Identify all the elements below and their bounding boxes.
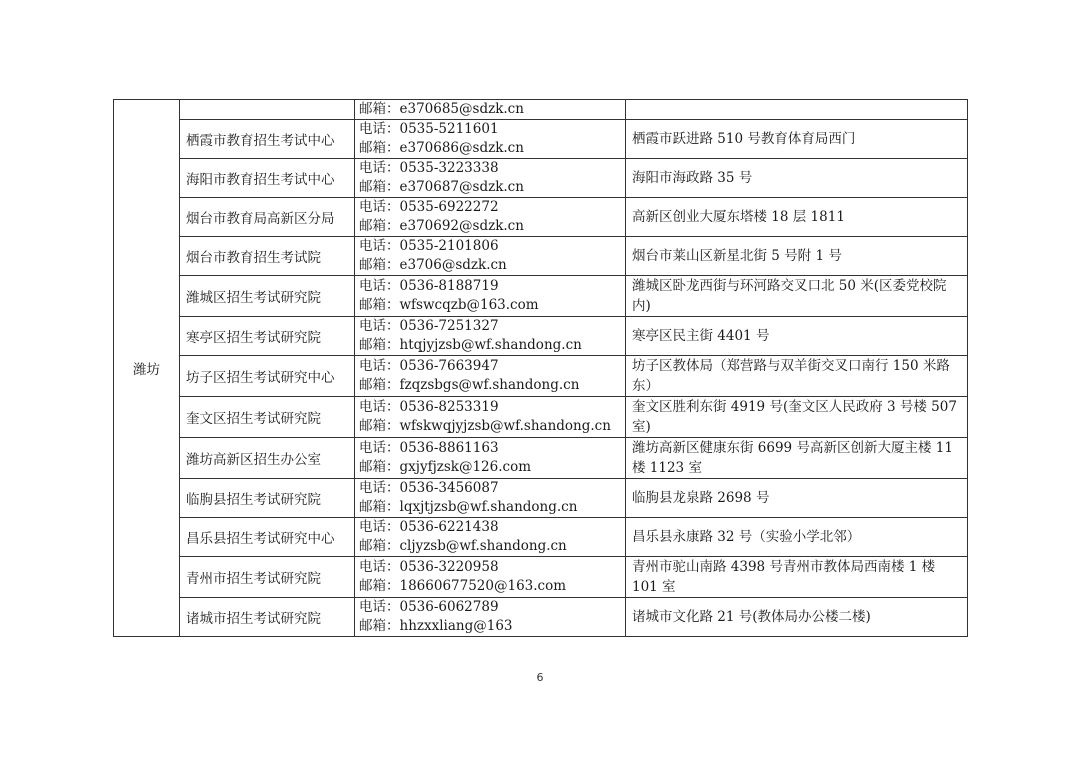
phone-line: 电话：0535-5211601 bbox=[359, 121, 499, 137]
phone-line: 电话：0536-7663947 bbox=[359, 358, 499, 374]
contact-cell bbox=[355, 276, 626, 317]
contact-cell bbox=[355, 557, 626, 598]
contact-cell bbox=[355, 159, 626, 198]
email-line: 邮箱：wfskwqjyjzsb@wf.shandong.cn bbox=[359, 418, 611, 434]
institution-name: 诸城市招生考试研究院 bbox=[180, 598, 355, 637]
institution-name: 烟台市教育招生考试院 bbox=[180, 237, 355, 276]
address-cell: 坊子区教体局（郑营路与双羊街交叉口南行 150 米路东） bbox=[626, 356, 968, 397]
phone-line: 电话：0536-6221438 bbox=[359, 519, 499, 535]
email-line: 邮箱：htqjyjzsb@wf.shandong.cn bbox=[359, 337, 582, 353]
phone-line: 电话：0536-3456087 bbox=[359, 480, 499, 496]
continued-contact-cell bbox=[355, 100, 626, 120]
table-row bbox=[114, 557, 968, 598]
continued-address-cell bbox=[626, 100, 968, 120]
email-line: 邮箱：wfswcqzb@163.com bbox=[359, 297, 539, 313]
contact-cell bbox=[355, 237, 626, 276]
address-cell: 奎文区胜利东街 4919 号(奎文区人民政府 3 号楼 507 室) bbox=[626, 397, 968, 438]
phone-line: 电话：0536-7251327 bbox=[359, 318, 499, 334]
phone-line: 电话：0535-2101806 bbox=[359, 238, 499, 254]
email-line: 邮箱：hhzxxliang@163 bbox=[359, 618, 513, 634]
contact-cell bbox=[355, 198, 626, 237]
address-cell: 潍坊高新区健康东街 6699 号高新区创新大厦主楼 11 楼 1123 室 bbox=[626, 438, 968, 479]
contact-cell bbox=[355, 598, 626, 637]
table-row bbox=[114, 317, 968, 356]
page-number: 6 bbox=[536, 671, 544, 684]
region-label: 潍坊 bbox=[133, 362, 160, 378]
continued-email: 邮箱：e370685@sdzk.cn bbox=[359, 101, 524, 117]
institution-name: 潍城区招生考试研究院 bbox=[180, 276, 355, 317]
contact-cell bbox=[355, 479, 626, 518]
email-line: 邮箱：e370692@sdzk.cn bbox=[359, 218, 524, 234]
phone-line: 电话：0536-8188719 bbox=[359, 278, 499, 294]
continued-name-cell bbox=[180, 100, 355, 120]
phone-line: 电话：0535-3223338 bbox=[359, 160, 499, 176]
email-line: 邮箱：e370686@sdzk.cn bbox=[359, 140, 524, 156]
address-cell: 昌乐县永康路 32 号（实验小学北邻） bbox=[626, 518, 968, 557]
email-line: 邮箱：lqxjtjzsb@wf.shandong.cn bbox=[359, 499, 578, 515]
phone-line: 电话：0536-6062789 bbox=[359, 599, 499, 615]
address-cell: 海阳市海政路 35 号 bbox=[626, 159, 968, 198]
institution-name: 海阳市教育招生考试中心 bbox=[180, 159, 355, 198]
contact-table bbox=[113, 99, 968, 637]
table-row bbox=[114, 397, 968, 438]
phone-line: 电话：0536-8861163 bbox=[359, 440, 499, 456]
email-line: 邮箱：e370687@sdzk.cn bbox=[359, 179, 524, 195]
institution-name: 昌乐县招生考试研究中心 bbox=[180, 518, 355, 557]
institution-name: 寒亭区招生考试研究院 bbox=[180, 317, 355, 356]
contact-cell bbox=[355, 397, 626, 438]
institution-name: 奎文区招生考试研究院 bbox=[180, 397, 355, 438]
table-row bbox=[114, 438, 968, 479]
table-row bbox=[114, 198, 968, 237]
institution-name: 烟台市教育局高新区分局 bbox=[180, 198, 355, 237]
email-line: 邮箱：18660677520@163.com bbox=[359, 578, 567, 594]
phone-line: 电话：0535-6922272 bbox=[359, 199, 499, 215]
institution-name: 临朐县招生考试研究院 bbox=[180, 479, 355, 518]
address-cell: 青州市驼山南路 4398 号青州市教体局西南楼 1 楼 101 室 bbox=[626, 557, 968, 598]
address-cell: 寒亭区民主街 4401 号 bbox=[626, 317, 968, 356]
address-cell: 高新区创业大厦东塔楼 18 层 1811 bbox=[626, 198, 968, 237]
table-row bbox=[114, 120, 968, 159]
contact-cell bbox=[355, 317, 626, 356]
email-line: 邮箱：fzqzsbgs@wf.shandong.cn bbox=[359, 377, 580, 393]
table-row bbox=[114, 356, 968, 397]
institution-name: 潍坊高新区招生办公室 bbox=[180, 438, 355, 479]
table-row bbox=[114, 518, 968, 557]
institution-name: 青州市招生考试研究院 bbox=[180, 557, 355, 598]
region-cell bbox=[114, 100, 180, 637]
address-cell: 栖霞市跃进路 510 号教育体育局西门 bbox=[626, 120, 968, 159]
address-cell: 诸城市文化路 21 号(教体局办公楼二楼) bbox=[626, 598, 968, 637]
table-row bbox=[114, 159, 968, 198]
email-line: 邮箱：e3706@sdzk.cn bbox=[359, 257, 507, 273]
address-cell: 潍城区卧龙西街与环河路交叉口北 50 米(区委党校院内) bbox=[626, 276, 968, 317]
table-row bbox=[114, 479, 968, 518]
table-row bbox=[114, 237, 968, 276]
email-line: 邮箱：cljyzsb@wf.shandong.cn bbox=[359, 538, 567, 554]
table-row bbox=[114, 276, 968, 317]
contact-cell bbox=[355, 518, 626, 557]
institution-name: 坊子区招生考试研究中心 bbox=[180, 356, 355, 397]
address-cell: 烟台市莱山区新星北街 5 号附 1 号 bbox=[626, 237, 968, 276]
phone-line: 电话：0536-3220958 bbox=[359, 559, 499, 575]
address-cell: 临朐县龙泉路 2698 号 bbox=[626, 479, 968, 518]
table-row bbox=[114, 598, 968, 637]
contact-cell bbox=[355, 356, 626, 397]
email-line: 邮箱：gxjyfjzsk@126.com bbox=[359, 459, 532, 475]
phone-line: 电话：0536-8253319 bbox=[359, 399, 499, 415]
contact-cell bbox=[355, 438, 626, 479]
contact-cell bbox=[355, 120, 626, 159]
institution-name: 栖霞市教育招生考试中心 bbox=[180, 120, 355, 159]
